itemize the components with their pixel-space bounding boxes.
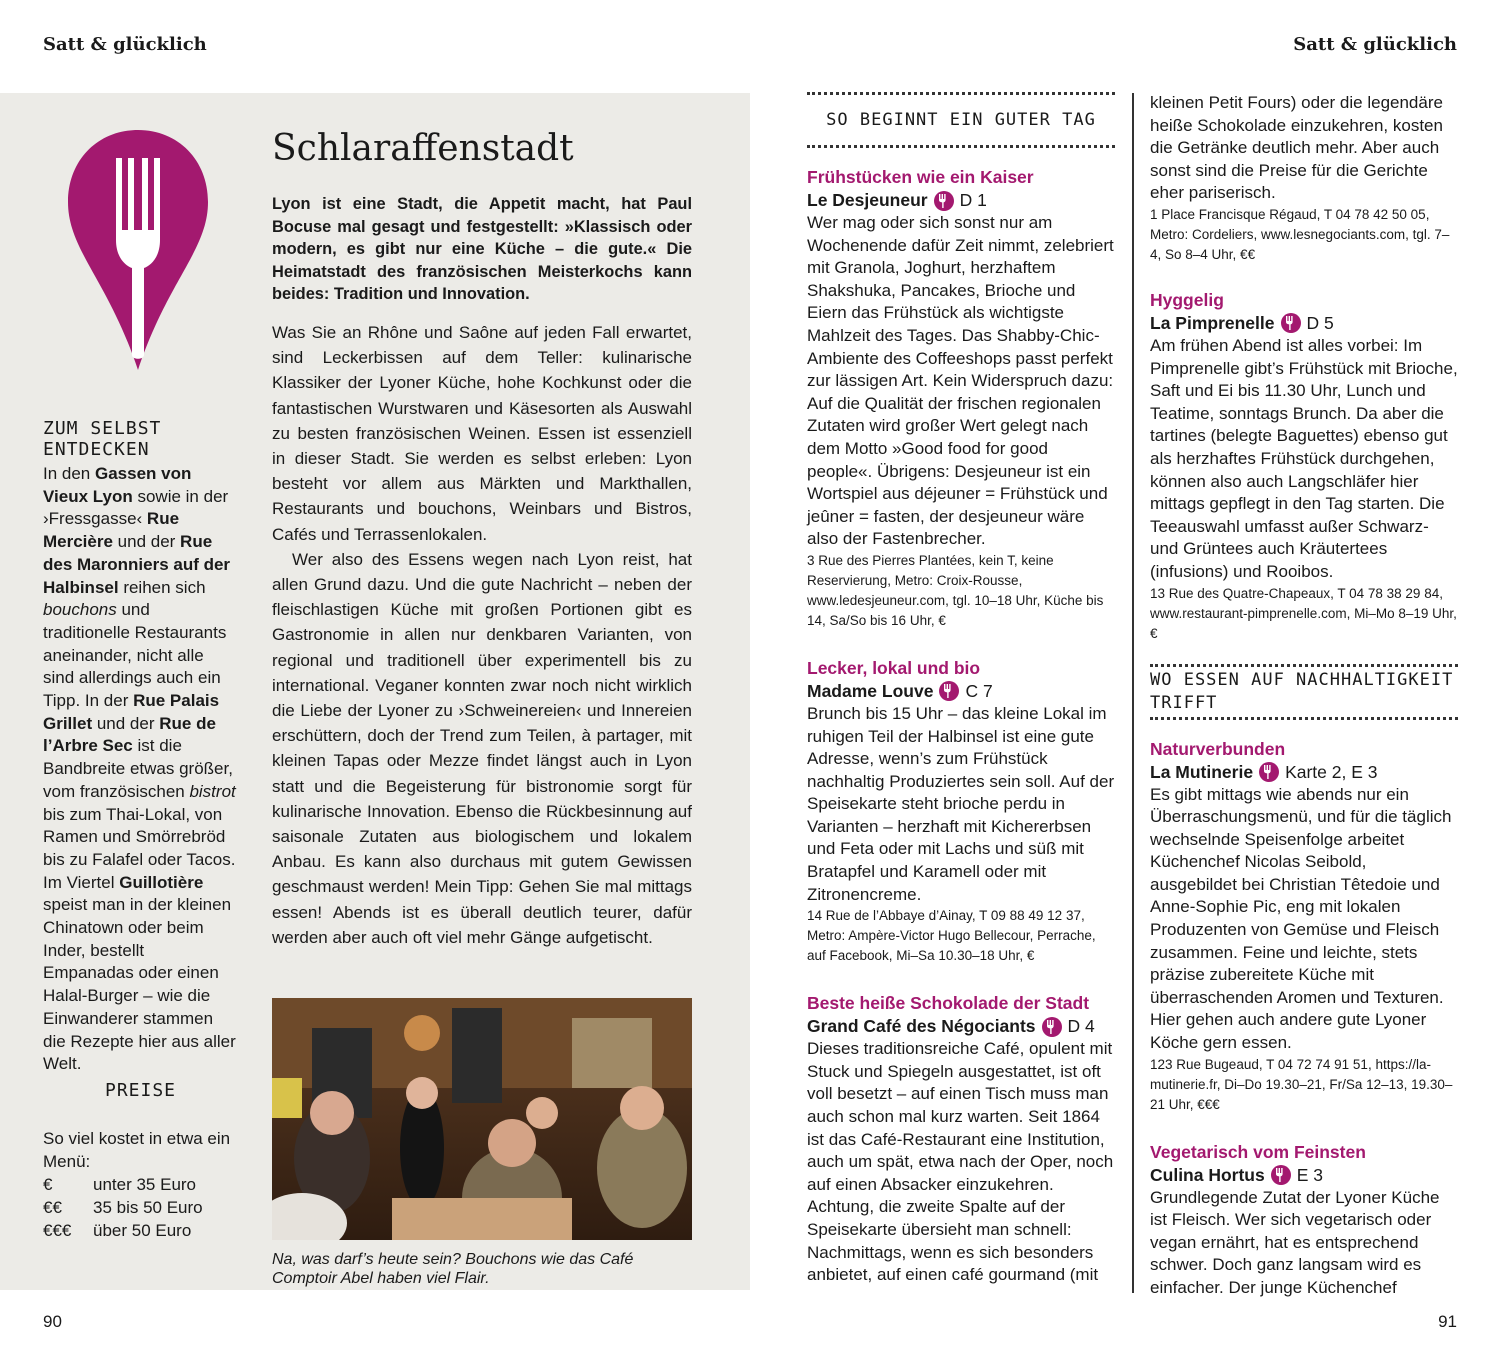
venue-name: Le Desjeuneur — [807, 190, 928, 210]
fork-icon — [934, 191, 954, 211]
fork-icon — [1259, 762, 1279, 782]
sidebar-text-run: und traditionelle Restaurants aneinander, nicht alle sind allerdings auch ein Tipp. In der — [43, 600, 227, 711]
article-paragraph: Was Sie an Rhône und Saône auf jeden Fall erwartet, sind Leckerbissen auf dem Teller: kulinarische Klassiker der Lyoner Küche, hohe Kochkunst oder die fantastischen Wurstwaren und Käsesorten als Auswahl zu besten französischen Weinen. Essen ist essenziell in dieser Stadt. Sie werden es selbst erleben: Lyon besteht vor allem aus Märkten und Markthallen, Restaurants und bouchons, Weinbars und Bistros, Cafés und Terrassenlokalen. — [272, 323, 692, 544]
venue-kicker: Beste heiße Schokolade der Stadt — [807, 993, 1090, 1014]
price-label: 35 bis 50 Euro — [93, 1198, 203, 1218]
sidebar-text-run: Rue de l’Arbre Sec — [43, 713, 216, 756]
column-1 — [807, 92, 1115, 1287]
map-reference: E 3 — [1296, 1164, 1324, 1185]
price-symbol: € — [43, 1175, 53, 1195]
venue-entry — [807, 992, 1115, 1287]
article-title: Schlaraffenstadt — [272, 128, 574, 169]
sidebar-text-run: Gassen von Vieux Lyon — [43, 464, 192, 506]
fork-pin-icon — [68, 130, 208, 370]
article-paragraph: Wer also des Essens wegen nach Lyon reist, hat allen Grund dazu. Und die gute Nachricht – neben der fleischlastigen Küche mit großen Portionen gibt es Gastronomie in allen nur denkbaren Varianten, von regional und traditionell über experimentell bis zu international. Veganer konnten zwar noch nicht wirklich die Liebe der Lyoner zu ›Schweinereien‹ und Innereien erschüttern, doch der Trend zum Teilen, à partager, mit kleinen Tapas oder Mezze findet längst auch in Lyon statt und die Begeisterung für bistronomie sorgt für kulinarische Innovation. Ebenso die Rückbesinnung auf saisonale Zutaten aus biologischem und lokalem Anbau. Es kann also durchaus mit gutem Gewissen geschmaust werden! Mein Tipp: Gehen Sie mal mittags essen! Abends ist es überall deutlich teurer, dafür werden aber auch oft viel mehr Gänge aufgetischt. — [272, 549, 692, 947]
continued-text: kleinen Petit Fours) oder die legendäre heiße Schokolade einzukehren, kosten die Getränke deutlich mehr. Aber auch sonst sind die Preise für die Gerichte eher pariserisch. — [1150, 93, 1443, 203]
map-reference: Karte 2, E 3 — [1285, 761, 1378, 782]
fork-icon — [1271, 1165, 1291, 1185]
sidebar-text-run: bouchons — [43, 600, 117, 620]
sidebar-text-run: In den — [43, 464, 95, 483]
section-heading-breakfast: SO BEGINNT EIN GUTER TAG — [807, 92, 1115, 148]
price-symbol: €€€ — [43, 1221, 72, 1241]
venue-name-row — [1150, 761, 1458, 784]
venue-entry — [1150, 1141, 1458, 1300]
map-reference: D 5 — [1306, 312, 1334, 333]
venue-info: 123 Rue Bugeaud, T 04 72 74 91 51, https://la-mutinerie.fr, Di–Do 19.30–21, Fr/Sa 12–13, 19.30–21 Uhr, €€€ — [1150, 1056, 1453, 1112]
price-label: unter 35 Euro — [93, 1175, 197, 1195]
price-row — [43, 1219, 243, 1242]
venue-name: Madame Louve — [807, 680, 934, 701]
sidebar-text-run: bis zum Thai-Lokal, von Ramen und Smörrebröd bis zu Falafel oder Tacos. Im Viertel — [43, 804, 236, 892]
section-heading-sustainability: WO ESSEN AUF NACHHALTIGKEIT TRIFFT — [1150, 664, 1458, 720]
venue-description: Es gibt mittags wie abends nur ein Überraschungsmenü, und für die täglich wechselnde Speisenfolge arbeitet Küchenchef Nicolas Seibold, ausgebildet bei Christian Têtedoie und Anne-Sophie Pic, eng mit lokalen Produzenten von Gemüse und Fleisch zusammen. Feine und leichte, stets präzise zubereitete Küche mit überraschenden Aromen und Texturen. Hier gehen auch andere gute Lyoner Köche gern essen. — [1150, 784, 1452, 1053]
prices-heading: PREISE — [104, 1080, 177, 1101]
running-head-right: Satt & glücklich — [1293, 34, 1457, 55]
page-number-left: 90 — [43, 1312, 62, 1331]
price-row — [43, 1173, 243, 1196]
running-head-left: Satt & glücklich — [43, 34, 207, 55]
venue-description: Am frühen Abend ist alles vorbei: Im Pimprenelle gibt’s Frühstück mit Brioche, Saft und Ei bis 11.30 Uhr, Lunch und Teatime, sonntags Brunch. Da aber die tartines (belegte Baguettes) ebenso gut als herzhaftes Frühstück durchgehen, können also auch Langschläfer hier mittags gepflegt in den Tag starten. Die Teeauswahl umfasst außer Schwarz- und Grüntees auch Kräutertees (infusions) und Rooibos. — [1150, 335, 1458, 581]
venue-description: Dieses traditionsreiche Café, opulent mit Stuck und Spiegeln ausgestattet, ist oft voll besetzt – auf einen Tisch muss man auch schon mal kurz warten. Seit 1864 ist das Café-Restaurant eine Institution, auch um spät, etwa nach der Oper, noch auf einen Absacker einzukehren. Achtung, die zweite Spalte auf der Speisekarte übersieht man schnell: Nachmittags, wenn es sich besonders anbietet, auf einen café gourmand (mit — [807, 1039, 1114, 1285]
venue-kicker: Vegetarisch vom Feinsten — [1150, 1141, 1366, 1162]
sidebar-text-run: sowie in der ›Fressgasse‹ — [43, 486, 229, 529]
sidebar-text-run: und der — [92, 713, 160, 733]
fork-icon — [1281, 313, 1301, 333]
price-symbol: €€ — [43, 1198, 62, 1218]
sidebar-heading: ZUM SELBST ENTDECKEN — [43, 418, 162, 460]
venue-entry — [807, 166, 1115, 631]
restaurant-photo — [272, 998, 692, 1240]
venue-kicker: Naturverbunden — [1150, 738, 1286, 759]
sidebar-text-run: Rue des Maronniers auf der Halbinsel — [43, 532, 231, 597]
photo-caption: Na, was darf’s heute sein? Bouchons wie das Café Comptoir Abel haben viel Flair. — [272, 1251, 634, 1287]
venue-info: 14 Rue de l’Abbaye d’Ainay, T 09 88 49 12 37, Metro: Ampère-Victor Hugo Bellecour, Perrache, auf Facebook, Mi–Sa 10.30–18 Uhr, € — [807, 908, 1096, 964]
venue-name: La Pimprenelle — [1150, 312, 1275, 333]
venue-info: 3 Rue des Pierres Plantées, kein T, keine Reservierung, Metro: Croix-Rousse, www.ledesjeuneur.com, tgl. 10–18 Uhr, Küche bis 14, Sa/So bis 16 Uhr, € — [807, 552, 1104, 628]
sidebar-text-run: Rue Palais Grillet — [43, 691, 220, 733]
venue-name-row — [1150, 312, 1458, 335]
sustainability-entries — [1150, 738, 1458, 1300]
prices-intro: So viel kostet in etwa ein Menü: — [43, 1129, 231, 1171]
article-body — [272, 320, 692, 950]
venue-name-row — [807, 680, 1115, 703]
venue-name: La Mutinerie — [1150, 761, 1254, 782]
sidebar-text-run: bistrot — [189, 781, 236, 801]
venue-entry — [1150, 738, 1458, 1115]
column-2 — [1150, 92, 1458, 1300]
sidebar-text-run: speist man in der kleinen Chinatown oder beim Inder, bestellt Empanadas oder einen Halal-Burger – wie die Einwanderer stammen die Rezepte hier aus aller Welt. — [43, 895, 236, 1074]
venue-name: Culina Hortus — [1150, 1164, 1265, 1185]
venue-description: Brunch bis 15 Uhr – das kleine Lokal im ruhigen Teil der Halbinsel ist eine gute Adresse, wenn’s zum Frühstück nachhaltig Produziertes sein soll. Auf der Speisekarte steht brioche perdu in Varianten – herzhaft mit Kichererbsen und Feta oder mit Lachs und süß mit Bratapfel und Karamell oder mit Zitronencreme. — [807, 703, 1115, 904]
venue-name: Grand Café des Négociants — [807, 1016, 1036, 1037]
column-divider — [1132, 93, 1134, 1293]
venue-description: Grundlegende Zutat der Lyoner Küche ist Fleisch. Wer sich vegetarisch oder vegan ernährt, hat es entsprechend schwer. Doch ganz langsam wird es einfacher. Der junge Küchenchef — [1150, 1187, 1440, 1297]
page-number-right: 91 — [1438, 1312, 1457, 1331]
sidebar-text-run: ist die Bandbreite etwas größer, vom französischen — [43, 736, 233, 801]
venue-entry — [807, 657, 1115, 966]
map-reference: D 1 — [959, 190, 987, 210]
breakfast-entries — [807, 166, 1115, 1287]
map-reference: C 7 — [965, 680, 993, 701]
sidebar-text-run: reihen sich — [118, 577, 206, 597]
venue-description: Wer mag oder sich sonst nur am Wochenende dafür Zeit nimmt, zelebriert mit Granola, Joghurt, herzhaftem Shakshuka, Pancakes, Brioche und Eiern das Frühstück als wichtigste Mahlzeit des Tages. Das Shabby-Chic-Ambiente des Coffeeshops passt perfekt zur lässigen Art. Kein Widerspruch dazu: Auf die Qualität der frischen regionalen Zutaten wird großer Wert gelegt nach dem Motto »Good food for good people«. Übrigens: Desjeuneur ist ein Wortspiel aus déjeuner = Frühstück und jeûner = fasten, der desjeuneur wäre also der Fastenbrecher. — [807, 213, 1114, 549]
sidebar-text-run: und der — [112, 532, 181, 552]
venue-name-row — [807, 189, 1115, 212]
price-row — [43, 1196, 243, 1219]
fork-icon — [939, 681, 959, 701]
prices-block — [43, 1128, 243, 1242]
venue-name-row — [1150, 1164, 1458, 1187]
sidebar-text-run: Rue Mercière — [43, 509, 180, 552]
price-list — [43, 1173, 243, 1242]
sidebar-text-run: Guillotière — [119, 872, 204, 892]
venue-name-row — [807, 1015, 1115, 1038]
sidebar-text — [43, 463, 238, 1076]
map-reference: D 4 — [1067, 1016, 1095, 1037]
pimprenelle-entry — [1150, 289, 1458, 644]
venue-kicker: Hyggelig — [1150, 289, 1224, 310]
fork-icon — [1042, 1017, 1062, 1037]
venue-info: 13 Rue des Quatre-Chapeaux, T 04 78 38 29 84, www.restaurant-pimprenelle.com, Mi–Mo 8–19 Uhr, € — [1150, 585, 1457, 641]
article-lead: Lyon ist eine Stadt, die Appetit macht, hat Paul Bocuse mal gesagt und festgestellt: »Klassisch oder modern, es gibt nur eine Küche – die gute.« Die Heimatstadt des französischen Meisterkochs kann beides: Tradition und Innovation. — [272, 195, 692, 304]
venue-kicker: Frühstücken wie ein Kaiser — [807, 167, 1034, 187]
venue-kicker: Lecker, lokal und bio — [807, 657, 981, 678]
price-label: über 50 Euro — [93, 1221, 192, 1241]
venue-entry — [1150, 289, 1458, 644]
continued-info: 1 Place Francisque Régaud, T 04 78 42 50 05, Metro: Cordeliers, www.lesnegociants.com, tgl. 7–4, So 8–4 Uhr, €€ — [1150, 206, 1450, 262]
